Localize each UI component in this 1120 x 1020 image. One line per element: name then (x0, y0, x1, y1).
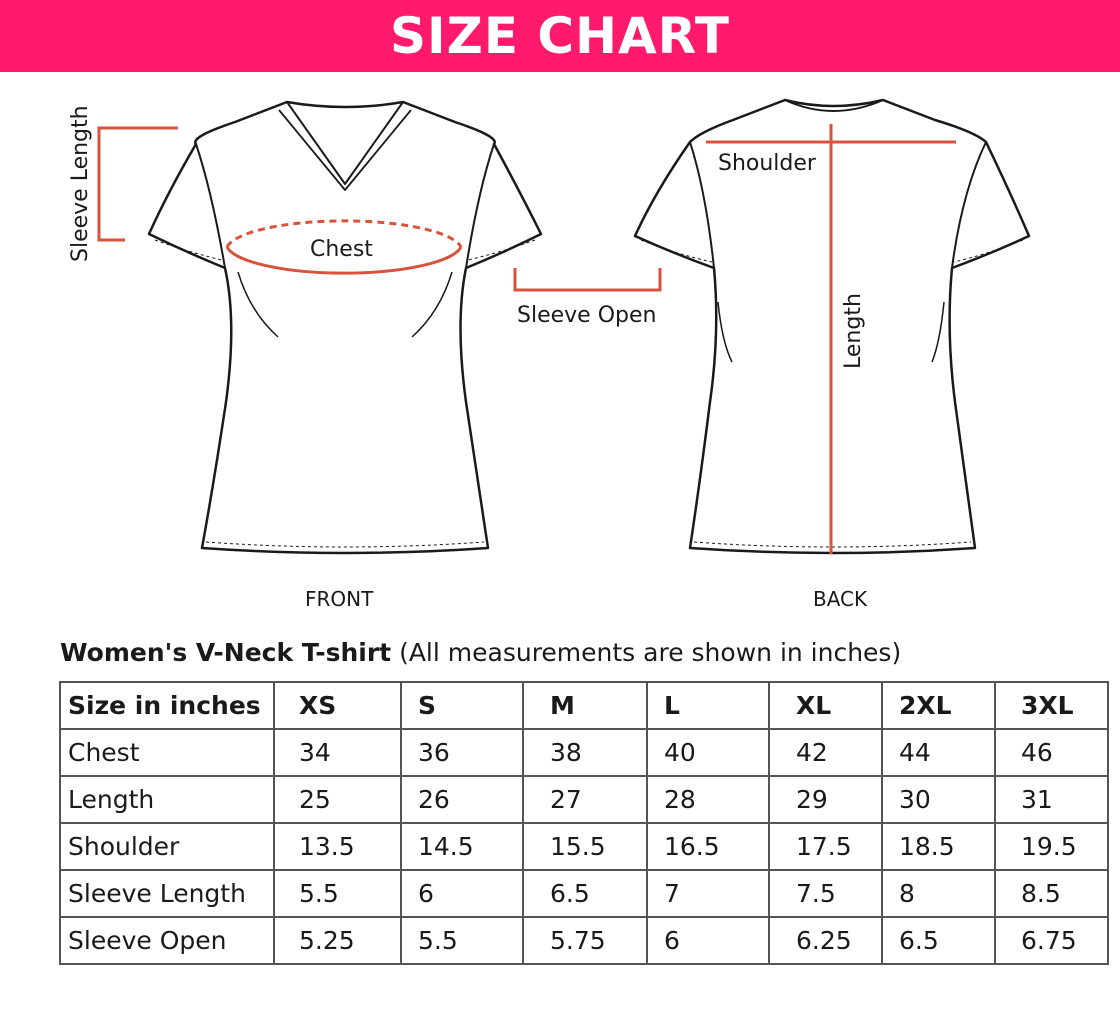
table-cell: 8 (882, 870, 995, 917)
table-cell: 34 (274, 729, 401, 776)
table-cell: 5.5 (401, 917, 523, 964)
table-cell: 15.5 (523, 823, 647, 870)
table-cell: 7.5 (769, 870, 882, 917)
product-name: Women's V-Neck T-shirt (60, 638, 392, 667)
table-cell: 44 (882, 729, 995, 776)
front-view-label: FRONT (305, 587, 374, 611)
back-view-label: BACK (813, 587, 868, 611)
table-cell: 14.5 (401, 823, 523, 870)
table-row (60, 917, 1108, 964)
table-cell: 7 (647, 870, 769, 917)
row-label: Length (60, 776, 274, 823)
column-header: L (647, 682, 769, 729)
table-header-row (60, 682, 1108, 729)
row-label: Sleeve Length (60, 870, 274, 917)
sleeve-length-label: Sleeve Length (68, 105, 93, 262)
table-cell: 5.75 (523, 917, 647, 964)
column-header: M (523, 682, 647, 729)
table-cell: 6.5 (523, 870, 647, 917)
table-cell: 25 (274, 776, 401, 823)
table-row (60, 776, 1108, 823)
column-header: S (401, 682, 523, 729)
table-cell: 26 (401, 776, 523, 823)
length-label: Length (841, 293, 866, 369)
table-cell: 6 (647, 917, 769, 964)
table-cell: 30 (882, 776, 995, 823)
row-label: Chest (60, 729, 274, 776)
table-cell: 28 (647, 776, 769, 823)
table-cell: 27 (523, 776, 647, 823)
table-cell: 31 (995, 776, 1108, 823)
column-header: 2XL (882, 682, 995, 729)
table-cell: 38 (523, 729, 647, 776)
row-label: Sleeve Open (60, 917, 274, 964)
column-header: Size in inches (60, 682, 274, 729)
table-row (60, 870, 1108, 917)
column-header: 3XL (995, 682, 1108, 729)
column-header: XL (769, 682, 882, 729)
measurement-note: (All measurements are shown in inches) (399, 638, 902, 667)
front-tshirt-drawing (149, 102, 541, 553)
table-cell: 46 (995, 729, 1108, 776)
row-label: Shoulder (60, 823, 274, 870)
table-cell: 19.5 (995, 823, 1108, 870)
table-cell: 18.5 (882, 823, 995, 870)
header-banner (0, 0, 1120, 72)
sleeve-length-guide (99, 128, 178, 240)
table-cell: 6 (401, 870, 523, 917)
table-cell: 36 (401, 729, 523, 776)
table-row (60, 729, 1108, 776)
table-cell: 8.5 (995, 870, 1108, 917)
table-cell: 29 (769, 776, 882, 823)
sleeve-open-guide (515, 268, 660, 290)
chest-label: Chest (310, 237, 373, 262)
table-cell: 13.5 (274, 823, 401, 870)
table-cell: 6.5 (882, 917, 995, 964)
tshirt-diagram (0, 72, 1120, 622)
table-cell: 6.75 (995, 917, 1108, 964)
table-cell: 5.5 (274, 870, 401, 917)
table-caption (60, 638, 901, 667)
column-header: XS (274, 682, 401, 729)
table-cell: 17.5 (769, 823, 882, 870)
table-cell: 5.25 (274, 917, 401, 964)
page-title: SIZE CHART (389, 7, 731, 65)
shoulder-label: Shoulder (718, 151, 816, 176)
size-table (59, 681, 1109, 965)
sleeve-open-label: Sleeve Open (517, 303, 657, 328)
table-row (60, 823, 1108, 870)
table-cell: 16.5 (647, 823, 769, 870)
table-cell: 40 (647, 729, 769, 776)
table-cell: 6.25 (769, 917, 882, 964)
table-cell: 42 (769, 729, 882, 776)
